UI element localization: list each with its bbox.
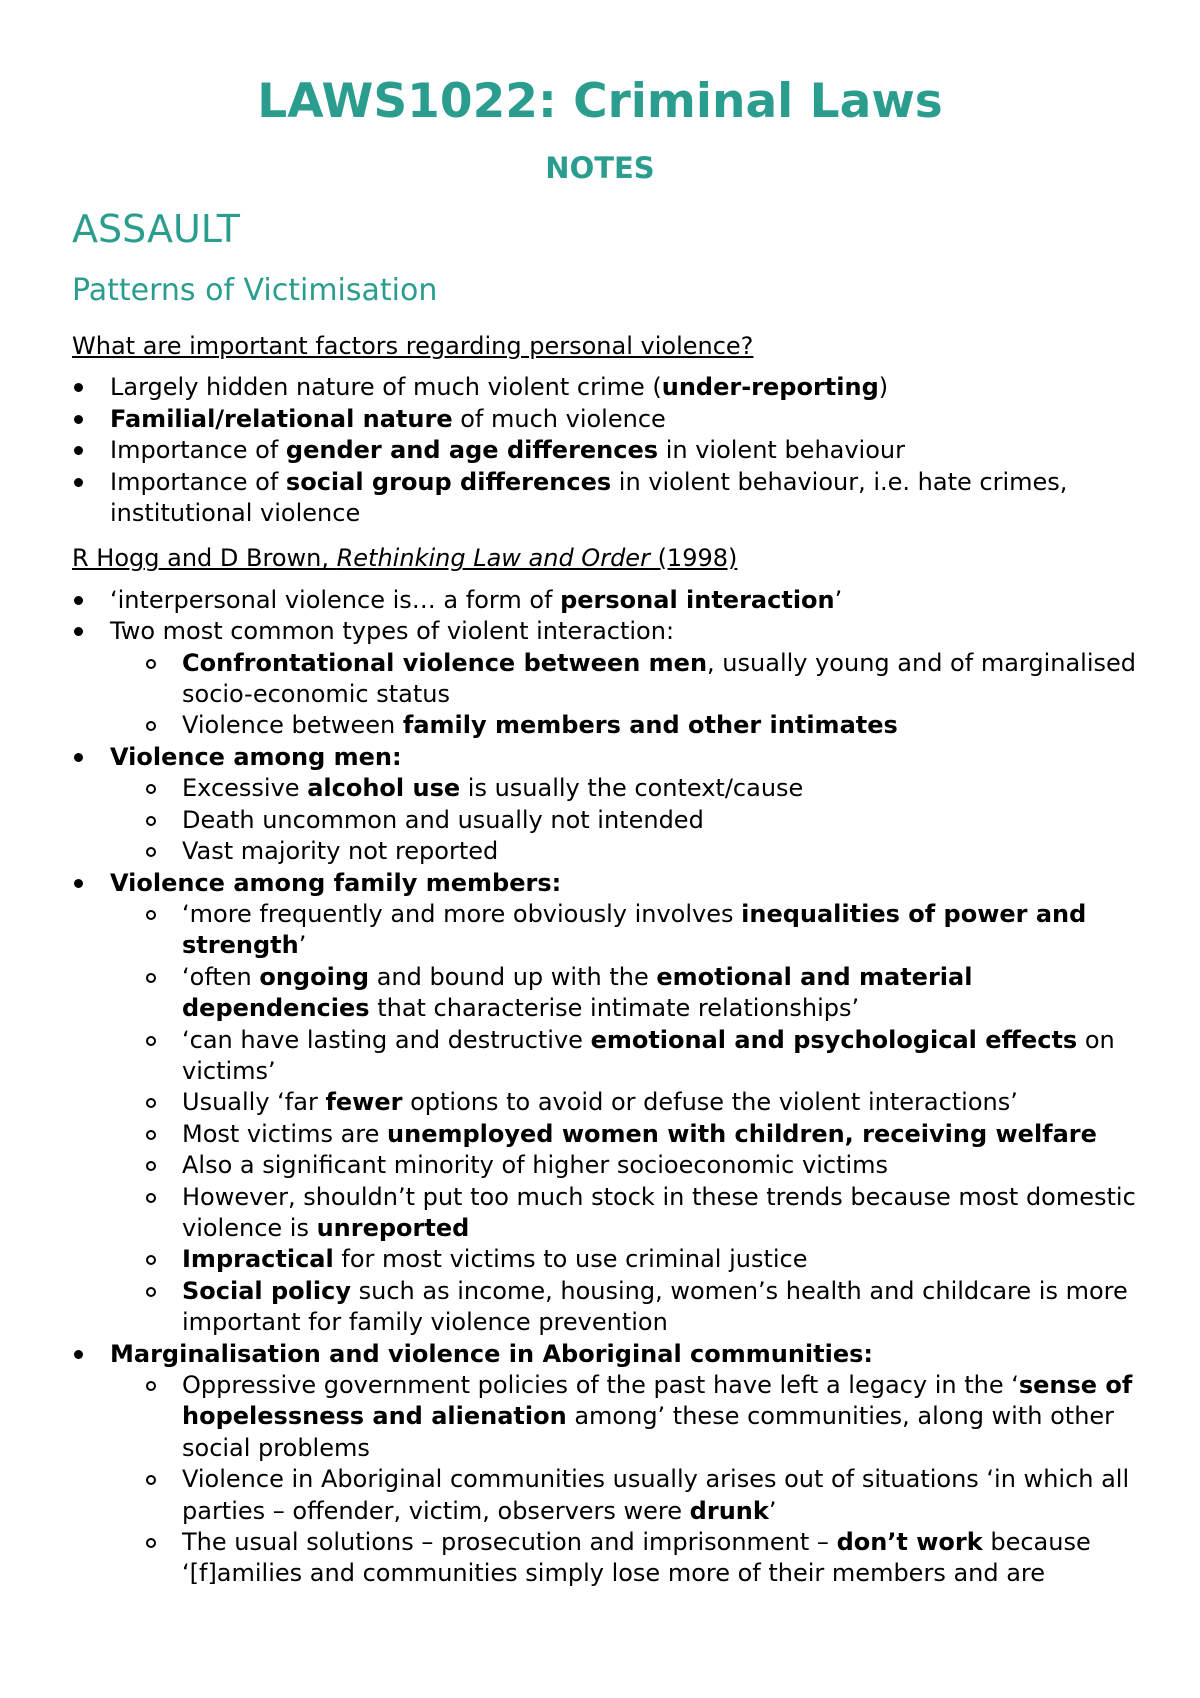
family-subitem: Also a significant minority of higher socioeconomic victims	[72, 1150, 1142, 1181]
family-subitem: Impractical for most victims to use criminal justice	[72, 1244, 1142, 1275]
family-subitem: Social policy such as income, housing, women’s health and childcare is more important for family violence prevention	[72, 1276, 1142, 1339]
subsection-heading-victimisation: Patterns of Victimisation	[72, 273, 438, 308]
family-subitem: ‘more frequently and more obviously involves inequalities of power and strength’	[72, 899, 1142, 962]
factor-item: Familial/relational nature of much violence	[72, 404, 1142, 435]
hogg-item: ‘interpersonal violence is… a form of personal interaction’	[72, 585, 1142, 616]
men-violence-item: Violence among men:	[72, 742, 1142, 773]
aboriginal-subitem: The usual solutions – prosecution and imprisonment – don’t work because ‘[f]amilies and communities simply lose more of their members and are	[72, 1527, 1142, 1590]
hogg-subitem: Confrontational violence between men, usually young and of marginalised socio-economic status	[72, 648, 1142, 711]
family-subitem: ‘often ongoing and bound up with the emotional and material dependencies that characterise intimate relationships’	[72, 962, 1142, 1025]
aboriginal-subitem: Oppressive government policies of the past have left a legacy in the ‘sense of hopelessness and alienation among’ these communities, along with other social problems	[72, 1370, 1142, 1464]
factor-item: Importance of gender and age differences in violent behaviour	[72, 435, 1142, 466]
factor-item: Largely hidden nature of much violent crime (under-reporting)	[72, 372, 1142, 403]
hogg-reference-heading: R Hogg and D Brown, Rethinking Law and Order (1998)	[72, 544, 738, 573]
hogg-item: Two most common types of violent interaction:	[72, 616, 1142, 647]
factors-list	[72, 372, 1142, 529]
men-subitem: Death uncommon and usually not intended	[72, 805, 1142, 836]
hogg-subitem: Violence between family members and other intimates	[72, 710, 1142, 741]
men-subitem: Vast majority not reported	[72, 836, 1142, 867]
family-subitem: ‘can have lasting and destructive emotional and psychological effects on victims’	[72, 1025, 1142, 1088]
aboriginal-violence-item: Marginalisation and violence in Aboriginal communities:	[72, 1339, 1142, 1370]
document-subtitle: NOTES	[545, 151, 655, 185]
family-subitem: Usually ‘far fewer options to avoid or defuse the violent interactions’	[72, 1087, 1142, 1118]
men-subitem: Excessive alcohol use is usually the context/cause	[72, 773, 1142, 804]
factor-item: Importance of social group differences in violent behaviour, i.e. hate crimes, institutional violence	[72, 467, 1142, 530]
document-body	[72, 331, 1142, 1590]
family-subitem: Most victims are unemployed women with children, receiving welfare	[72, 1119, 1142, 1150]
hogg-list	[72, 585, 1142, 1590]
aboriginal-subitem: Violence in Aboriginal communities usually arises out of situations ‘in which all parties – offender, victim, observers were drunk’	[72, 1464, 1142, 1527]
family-violence-item: Violence among family members:	[72, 868, 1142, 899]
family-subitem: However, shouldn’t put too much stock in these trends because most domestic violence is unreported	[72, 1182, 1142, 1245]
factors-question: What are important factors regarding personal violence?	[72, 332, 754, 360]
document-title: LAWS1022: Criminal Laws	[257, 74, 943, 129]
section-heading-assault: ASSAULT	[72, 207, 240, 251]
